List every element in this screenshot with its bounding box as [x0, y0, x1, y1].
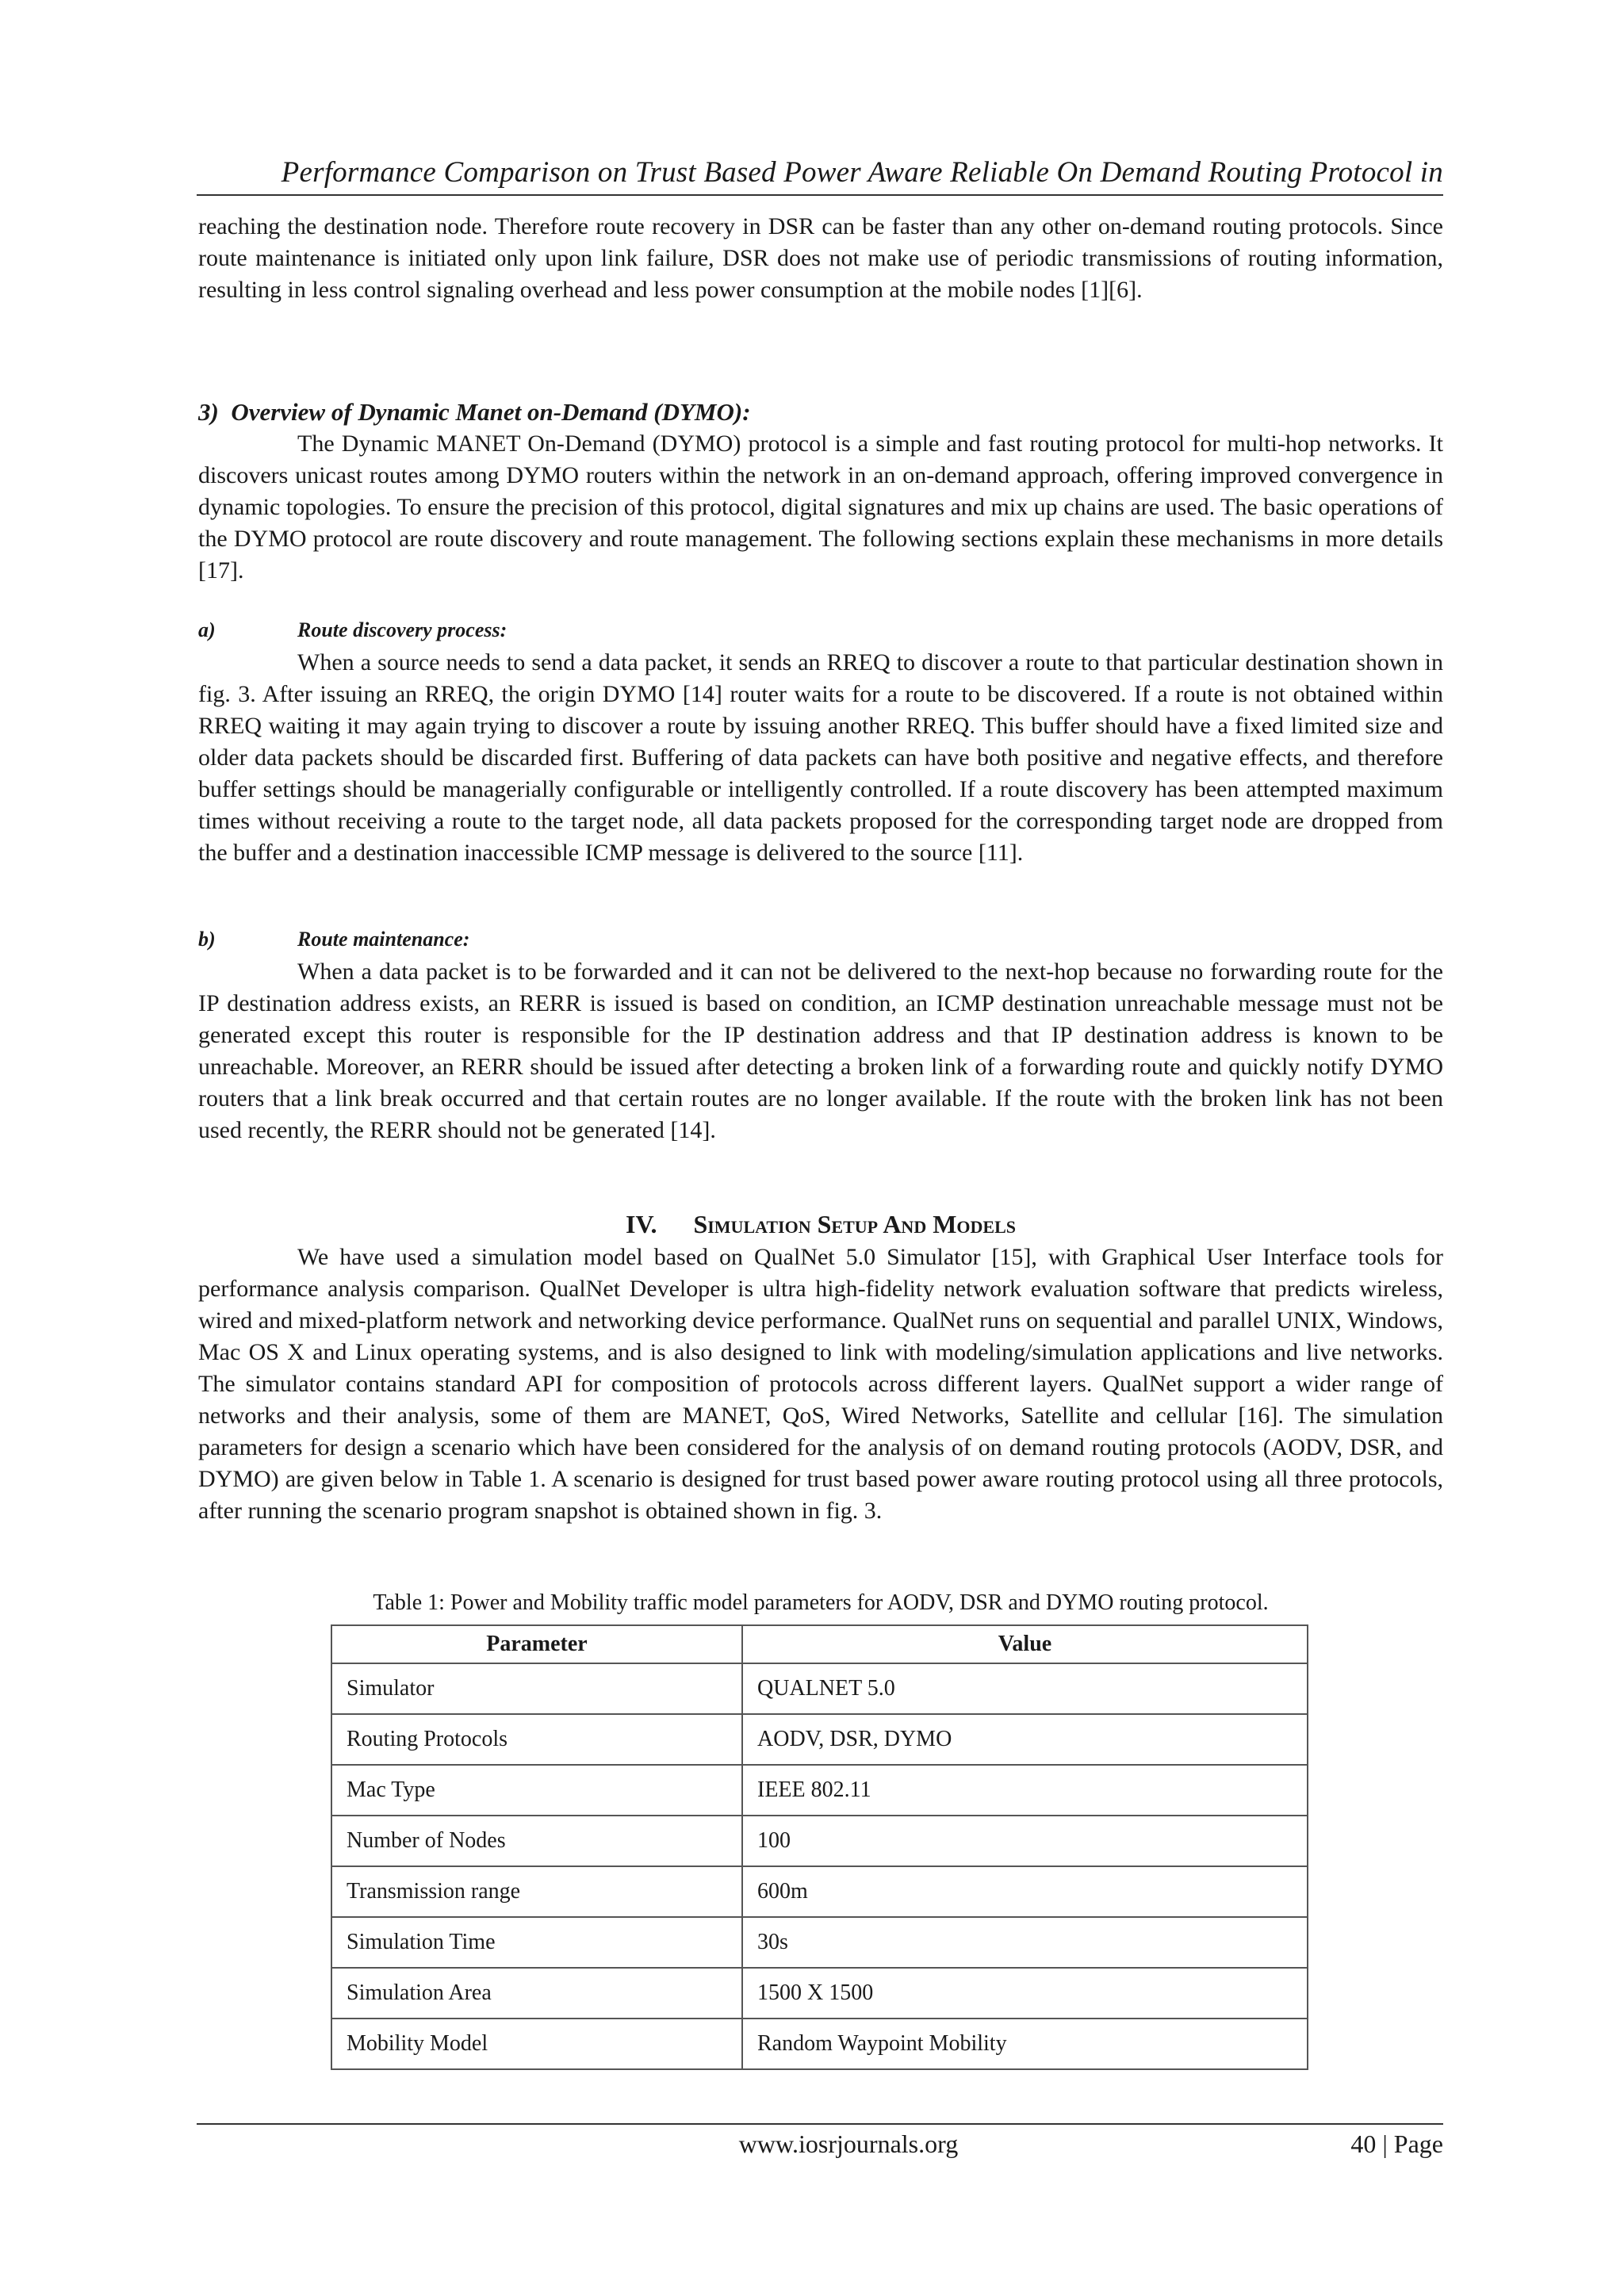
footer-url[interactable]: www.iosrjournals.org — [738, 2130, 959, 2158]
table-cell: 100 — [742, 1816, 1308, 1866]
route-maintenance-title: Route maintenance: — [297, 928, 470, 951]
route-discovery-tag: a) — [198, 618, 216, 641]
table-cell: Simulator — [331, 1663, 742, 1714]
route-discovery-heading — [198, 618, 507, 642]
route-discovery-title: Route discovery process: — [297, 618, 508, 641]
table-cell: Mobility Model — [331, 2019, 742, 2069]
section4-paragraph-text: We have used a simulation model based on QualNet 5.0 Simulator [15], with Graphical User Interface tools for performance analysis comparison. QualNet Developer is ultra high-fidelity network evaluation software that predicts wireless, wired and mixed-platform network and networking device performance. QualNet runs on sequential and parallel UNIX, Windows, Mac OS X and Linux operating systems, and is also designed to link with modeling/simulation applications and live networks. The simulator contains standard API for composition of protocols across different layers. QualNet support a wider range of networks and their analysis, some of them are MANET, QoS, Wired Networks, Satellite and cellular [16]. The simulation parameters for design a scenario which have been considered for the analysis of on demand routing protocols (AODV, DSR, and DYMO) are given below in Table 1. A scenario is designed for trust based power aware routing protocol using all three protocols, after running the scenario program snapshot is obtained shown in fig. 3. — [198, 1244, 1443, 1524]
dymo-paragraph-text: The Dynamic MANET On-Demand (DYMO) protocol is a simple and fast routing protocol for multi-hop networks. It discovers unicast routes among DYMO routers within the network in an on-demand approach, offering improved convergence in dynamic topologies. To ensure the precision of this protocol, digital signatures and mix up chains are used. The basic operations of the DYMO protocol are route discovery and route management. The following sections explain these mechanisms in more details [17]. — [198, 430, 1443, 584]
table-row — [331, 1663, 1308, 1714]
route-discovery-paragraph — [198, 647, 1443, 869]
table-row — [331, 1917, 1308, 1968]
section-heading — [198, 1210, 1443, 1239]
section4-paragraph — [198, 1242, 1443, 1527]
route-maintenance-tag: b) — [198, 928, 216, 951]
table-header-cell: Value — [742, 1625, 1308, 1663]
footer-rule — [197, 2123, 1443, 2125]
table-cell: 600m — [742, 1866, 1308, 1917]
table-cell: Simulation Area — [331, 1968, 742, 2019]
intro-paragraph — [198, 211, 1443, 306]
table-row — [331, 1714, 1308, 1765]
table-row — [331, 1968, 1308, 2019]
route-maintenance-heading — [198, 928, 469, 951]
table-header-row — [331, 1625, 1308, 1663]
table-cell: IEEE 802.11 — [742, 1765, 1308, 1816]
table-row — [331, 1866, 1308, 1917]
table-header-cell: Parameter — [331, 1625, 742, 1663]
parameters-table — [331, 1624, 1308, 2070]
table-caption: Table 1: Power and Mobility traffic model parameters for AODV, DSR and DYMO routing protocol. — [373, 1590, 1269, 1615]
running-header: Performance Comparison on Trust Based Power Aware Reliable On Demand Routing Protocol in — [281, 156, 1443, 189]
table-cell: AODV, DSR, DYMO — [742, 1714, 1308, 1765]
table-cell: Routing Protocols — [331, 1714, 742, 1765]
table-cell: 30s — [742, 1917, 1308, 1968]
section-number: IV. — [626, 1210, 657, 1238]
table-row — [331, 1765, 1308, 1816]
dymo-heading: 3) Overview of Dynamic Manet on-Demand (DYMO): — [198, 398, 751, 426]
table-cell: 1500 X 1500 — [742, 1968, 1308, 2019]
table-cell: Mac Type — [331, 1765, 742, 1816]
header-rule — [197, 194, 1443, 196]
section-title: Simulation Setup And Models — [693, 1210, 1016, 1238]
route-discovery-paragraph-text: When a source needs to send a data packet, it sends an RREQ to discover a route to that particular destination shown in fig. 3. After issuing an RREQ, the origin DYMO [14] router waits for a route to be discovered. If a route is not obtained within RREQ waiting it may again trying to discover a route by issuing another RREQ. This buffer should have a fixed limited size and older data packets should be discarded first. Buffering of data packets can have both positive and negative effects, and therefore buffer settings should be managerially configurable or intelligently controlled. If a route discovery has been attempted maximum times without receiving a route to the target node, all data packets proposed for the corresponding target node are dropped from the buffer and a destination inaccessible ICMP message is delivered to the source [11]. — [198, 649, 1443, 866]
table-row — [331, 2019, 1308, 2069]
route-maintenance-paragraph — [198, 956, 1443, 1146]
table-cell: Simulation Time — [331, 1917, 742, 1968]
dymo-paragraph — [198, 428, 1443, 587]
intro-paragraph-text: reaching the destination node. Therefore route recovery in DSR can be faster than any other on-demand routing protocols. Since route maintenance is initiated only upon link failure, DSR does not make use of periodic transmissions of routing information, resulting in less control signaling overhead and less power consumption at the mobile nodes [1][6]. — [198, 213, 1443, 303]
table-cell: Number of Nodes — [331, 1816, 742, 1866]
table-cell: Transmission range — [331, 1866, 742, 1917]
page-number: 40 | Page — [1350, 2130, 1443, 2158]
table-cell: Random Waypoint Mobility — [742, 2019, 1308, 2069]
table-row — [331, 1816, 1308, 1866]
route-maintenance-paragraph-text: When a data packet is to be forwarded and it can not be delivered to the next-hop because no forwarding route for the IP destination address exists, an RERR is issued is based on condition, an ICMP destination unreachable message must not be generated except this router is responsible for the IP destination address and that IP destination address is known to be unreachable. Moreover, an RERR should be issued after detecting a broken link of a forwarding route and quickly notify DYMO routers that a link break occurred and that certain routes are no longer available. If the route with the broken link has not been used recently, the RERR should not be generated [14]. — [198, 959, 1443, 1143]
table-cell: QUALNET 5.0 — [742, 1663, 1308, 1714]
